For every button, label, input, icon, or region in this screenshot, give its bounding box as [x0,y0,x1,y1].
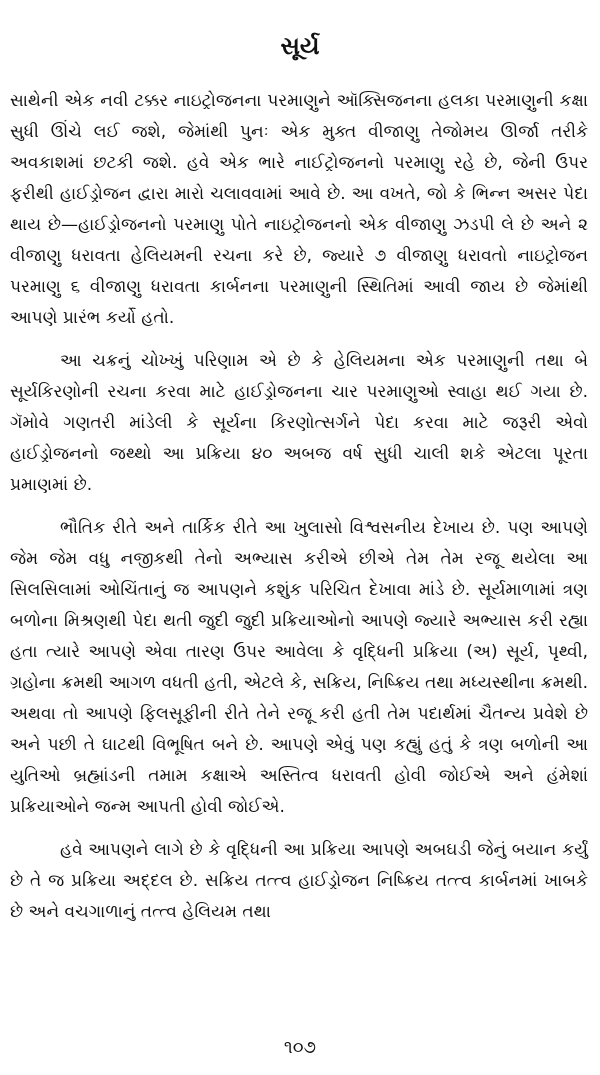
paragraph-4: હવે આપણને લાગે છે કે વૃદ્ધિની આ પ્રક્રિયા આપણે અબઘડી જેનું બયાન કર્યું છે તે જ પ્રક્રિયા અદ્દલ છે. સક્રિય તત્ત્વ હાઈડ્રોજન નિષ્ક્રિય તત્ત્વ કાર્બનમાં ખાબકે છે અને વચગાળાનું તત્ત્વ હેલિયમ તથા [10,840,588,922]
paragraph-1: સાથેની એક નવી ટક્કર નાઇટ્રોજનના પરમાણુને ઑક્સિજનના હલકા પરમાણુની કક્ષા સુધી ઊંચે લઈ જશે, જેમાંથી પુનઃ એક મુક્ત વીજાણુ તેજોમય ઊર્જા તરીકે અવકાશમાં છટકી જશે. હવે એક ભારે નાઈટ્રોજનનો પરમાણુ રહે છે, જેની ઉપર ફરીથી હાઈડ્રોજન દ્વારા મારો ચલાવવામાં આવે છે. આ વખતે, જો કે ભિન્ન અસર પેદા થાય છે—હાઈડ્રોજનનો પરમાણુ પોતે નાઇટ્રોજનનો એક વીજાણુ ઝડપી લે છે અને ૨ વીજાણુ ધરાવતા હેલિયમની રચના કરે છે, જ્યારે ૭ વીજાણુ ધરાવતો નાઇટ્રોજન પરમાણુ ૬ વીજાણુ ધરાવતા કાર્બનના પરમાણુની સ્થિતિમાં આવી જાય છે જેમાંથી આપણે પ્રારંભ કર્યો હતો. [10,91,588,328]
paragraph-3: ભૌતિક રીતે અને તાર્કિક રીતે આ ખુલાસો વિશ્વસનીય દેખાય છે. પણ આપણે જેમ જેમ વધુ નજીકથી તેનો અભ્યાસ કરીએ છીએ તેમ તેમ રજૂ થયેલા આ સિલસિલામાં ઓચિંતાનું જ આપણને કશુંક પરિચિત દેખાવા માંડે છે. સૂર્યમાળામાં ત્રણ બળોના મિશ્રણથી પેદા થતી જુદી જુદી પ્રક્રિયાઓનો આપણે જ્યારે અભ્યાસ કરી રહ્યા હતા ત્યારે આપણે એવા તારણ ઉપર આવેલા કે વૃદ્ધિની પ્રક્રિયા (અ) સૂર્ય, પૃથ્વી, ગ્રહોના ક્રમથી આગળ વધતી હતી, એટલે કે, સક્રિય, નિષ્ક્રિય તથા મધ્યસ્થીના ક્રમથી. અથવા તો આપણે ફિલસૂફીની રીતે તેને રજૂ કરી હતી તેમ પદાર્થમાં ચૈતન્ય પ્રવેશે છે અને પછી તે ઘાટથી વિભૂષિત બને છે. આપણે એવું પણ કહ્યું હતું કે ત્રણ બળોની આ યુતિઓ બ્રહ્માંડની તમામ કક્ષાએ અસ્તિત્વ ધરાવતી હોવી જોઈએ અને હંમેશાં પ્રક્રિયાઓને જન્મ આપતી હોવી જોઈએ. [10,518,588,817]
paragraph-2: આ ચક્રનું ચોખ્ખું પરિણામ એ છે કે હેલિયમના એક પરમાણુની તથા બે સૂર્યકિરણોની રચના કરવા માટે હાઈડ્રોજનના ચાર પરમાણુઓ સ્વાહા થઈ ગયા છે. ગૅમોવે ગણતરી માંડેલી કે સૂર્યના કિરણોત્સર્ગને પેદા કરવા માટે જરૂરી એવો હાઈડ્રોજનનો જથ્થો આ પ્રક્રિયા ૪૦ અબજ વર્ષ સુધી ચાલી શકે એટલા પૂરતા પ્રમાણમાં છે. [10,351,588,495]
chapter-title: સૂર્ય [280,32,320,60]
page-number: ૧૦૭ [283,1037,317,1058]
body-text [10,86,588,940]
